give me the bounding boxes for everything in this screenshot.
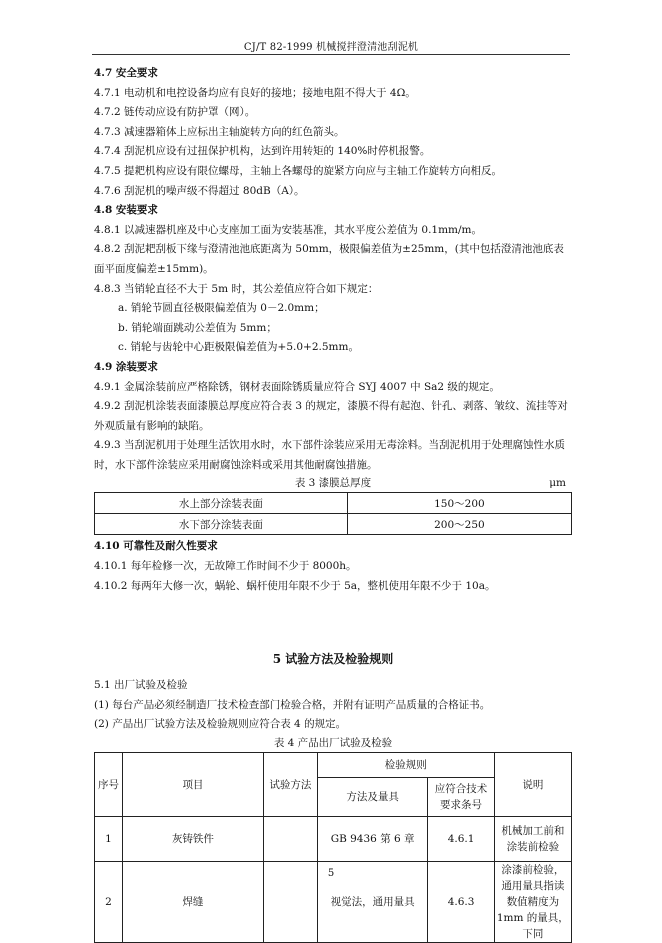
header-note: 说明 xyxy=(494,753,571,817)
header-tools: 方法及量具 xyxy=(317,778,428,817)
table-cell: 机械加工前和涂装前检验 xyxy=(494,817,571,862)
table-header-row xyxy=(95,753,572,778)
table-4 xyxy=(94,752,572,943)
clause-4-8-3-a: a. 销轮节圆直径极限偏差值为 0－2.0mm； xyxy=(118,302,325,315)
header-method: 试验方法 xyxy=(263,753,317,817)
table-row xyxy=(95,493,572,514)
clause-4-7-4: 4.7.4 刮泥机应设有过扭保护机构，达到许用转矩的 140%时停机报警。 xyxy=(94,145,431,158)
table-row xyxy=(95,514,572,535)
document-body xyxy=(94,64,572,943)
clause-5-1: 5.1 出厂试验及检验 xyxy=(94,679,188,692)
clause-4-8-2: 4.8.2 刮泥耙刮板下缘与澄清池池底距离为 50mm，极限偏差值为±25mm，(其中包括澄清池池底表面平面度偏差±15mm)。 xyxy=(94,243,564,275)
section-4-10-heading: 4.10 可靠性及耐久性要求 xyxy=(94,540,218,553)
clause-5-1-2: (2) 产品出厂试验方法及检验规则应符合表 4 的规定。 xyxy=(94,718,347,731)
table-3-title: 表 3 漆膜总厚度 xyxy=(294,477,372,490)
page-number: 5 xyxy=(327,868,335,879)
clause-4-9-3: 4.9.3 当刮泥机用于处理生活饮用水时，水下部件涂装应采用无毒涂料。当刮泥机用于处理腐蚀性水质时，水下部件涂装应采用耐腐蚀涂料或采用其他耐腐蚀措施。 xyxy=(94,439,566,471)
table-cell: 视觉法，通用量具 xyxy=(317,862,428,943)
table-cell: 1 xyxy=(95,817,123,862)
clause-5-1-1: (1) 每台产品必须经制造厂技术检查部门检验合格，并附有证明产品质量的合格证书。 xyxy=(94,698,491,711)
table-cell: 灰铸铁件 xyxy=(122,817,263,862)
clause-4-7-5: 4.7.5 提耙机构应设有限位螺母，主轴上各螺母的旋紧方向应与主轴工作旋转方向相反。 xyxy=(94,164,503,177)
page-header: CJ/T 82-1999 机械搅拌澄清池刮泥机 xyxy=(243,42,419,53)
clause-4-7-3: 4.7.3 减速器箱体上应标出主轴旋转方向的红色箭头。 xyxy=(94,125,345,138)
clause-4-8-3-b: b. 销轮端面跳动公差值为 5mm； xyxy=(118,321,277,334)
clause-4-10-2: 4.10.2 每两年大修一次，蜗轮、蜗杆使用年限不少于 5a，整机使用年限不少于 10a。 xyxy=(94,579,496,592)
header-rules: 检验规则 xyxy=(317,753,494,778)
clause-4-9-1: 4.9.1 金属涂装前应严格除锈，钢材表面除锈质量应符合 SYJ 4007 中 Sa2 级的规定。 xyxy=(94,380,500,393)
table-cell: 水下部分涂装表面 xyxy=(95,514,348,535)
table-cell: 4.6.1 xyxy=(428,817,494,862)
table-3-unit: μm xyxy=(549,477,566,490)
clause-4-9-2: 4.9.2 刮泥机涂装表面漆膜总厚度应符合表 3 的规定，漆膜不得有起泡、针孔、剥落、皱纹、流挂等对外观质量有影响的缺陷。 xyxy=(94,400,568,432)
clause-4-7-1: 4.7.1 电动机和电控设备均应有良好的接地；接地电阻不得大于 4Ω。 xyxy=(94,86,416,99)
table-cell xyxy=(263,817,317,862)
table-cell: 150～200 xyxy=(347,493,571,514)
clause-4-8-1: 4.8.1 以减速器机座及中心支座加工面为安装基准，其水平度公差值为 0.1mm/m。 xyxy=(94,223,482,236)
table-3 xyxy=(94,492,572,535)
section-4-8-heading: 4.8 安装要求 xyxy=(94,204,158,217)
table-cell: 4.6.3 xyxy=(428,862,494,943)
table-cell: 200～250 xyxy=(347,514,571,535)
header-item: 项目 xyxy=(122,753,263,817)
table-cell: 焊缝 xyxy=(122,862,263,943)
table-cell: 2 xyxy=(95,862,123,943)
header-no: 序号 xyxy=(95,753,123,817)
table-4-caption: 表 4 产品出厂试验及检验 xyxy=(273,737,393,750)
table-cell: 水上部分涂装表面 xyxy=(95,493,348,514)
clause-4-8-3: 4.8.3 当销轮直径不大于 5m 时，其公差值应符合如下规定： xyxy=(94,282,379,295)
table-row xyxy=(95,817,572,862)
section-4-9-heading: 4.9 涂装要求 xyxy=(94,360,158,373)
clause-4-8-3-c: c. 销轮与齿轮中心距极限偏差值为+5.0+2.5mm。 xyxy=(118,341,359,354)
clause-4-10-1: 4.10.1 每年检修一次，无故障工作时间不少于 8000h。 xyxy=(94,560,357,573)
table-cell: 涂漆前检验，通用量具指读数值精度为 1mm 的量具，下同 xyxy=(494,862,571,943)
table-cell: GB 9436 第 6 章 xyxy=(317,817,428,862)
clause-4-7-2: 4.7.2 链传动应设有防护罩（网）。 xyxy=(94,106,256,119)
header-clause: 应符合技术要求条号 xyxy=(428,778,494,817)
clause-4-7-6: 4.7.6 刮泥机的噪声级不得超过 80dB（A）。 xyxy=(94,184,305,197)
section-5-heading: 5 试验方法及检验规则 xyxy=(272,652,394,667)
table-3-caption xyxy=(94,475,572,492)
section-4-7-heading: 4.7 安全要求 xyxy=(94,67,158,79)
header-rule xyxy=(92,54,570,55)
